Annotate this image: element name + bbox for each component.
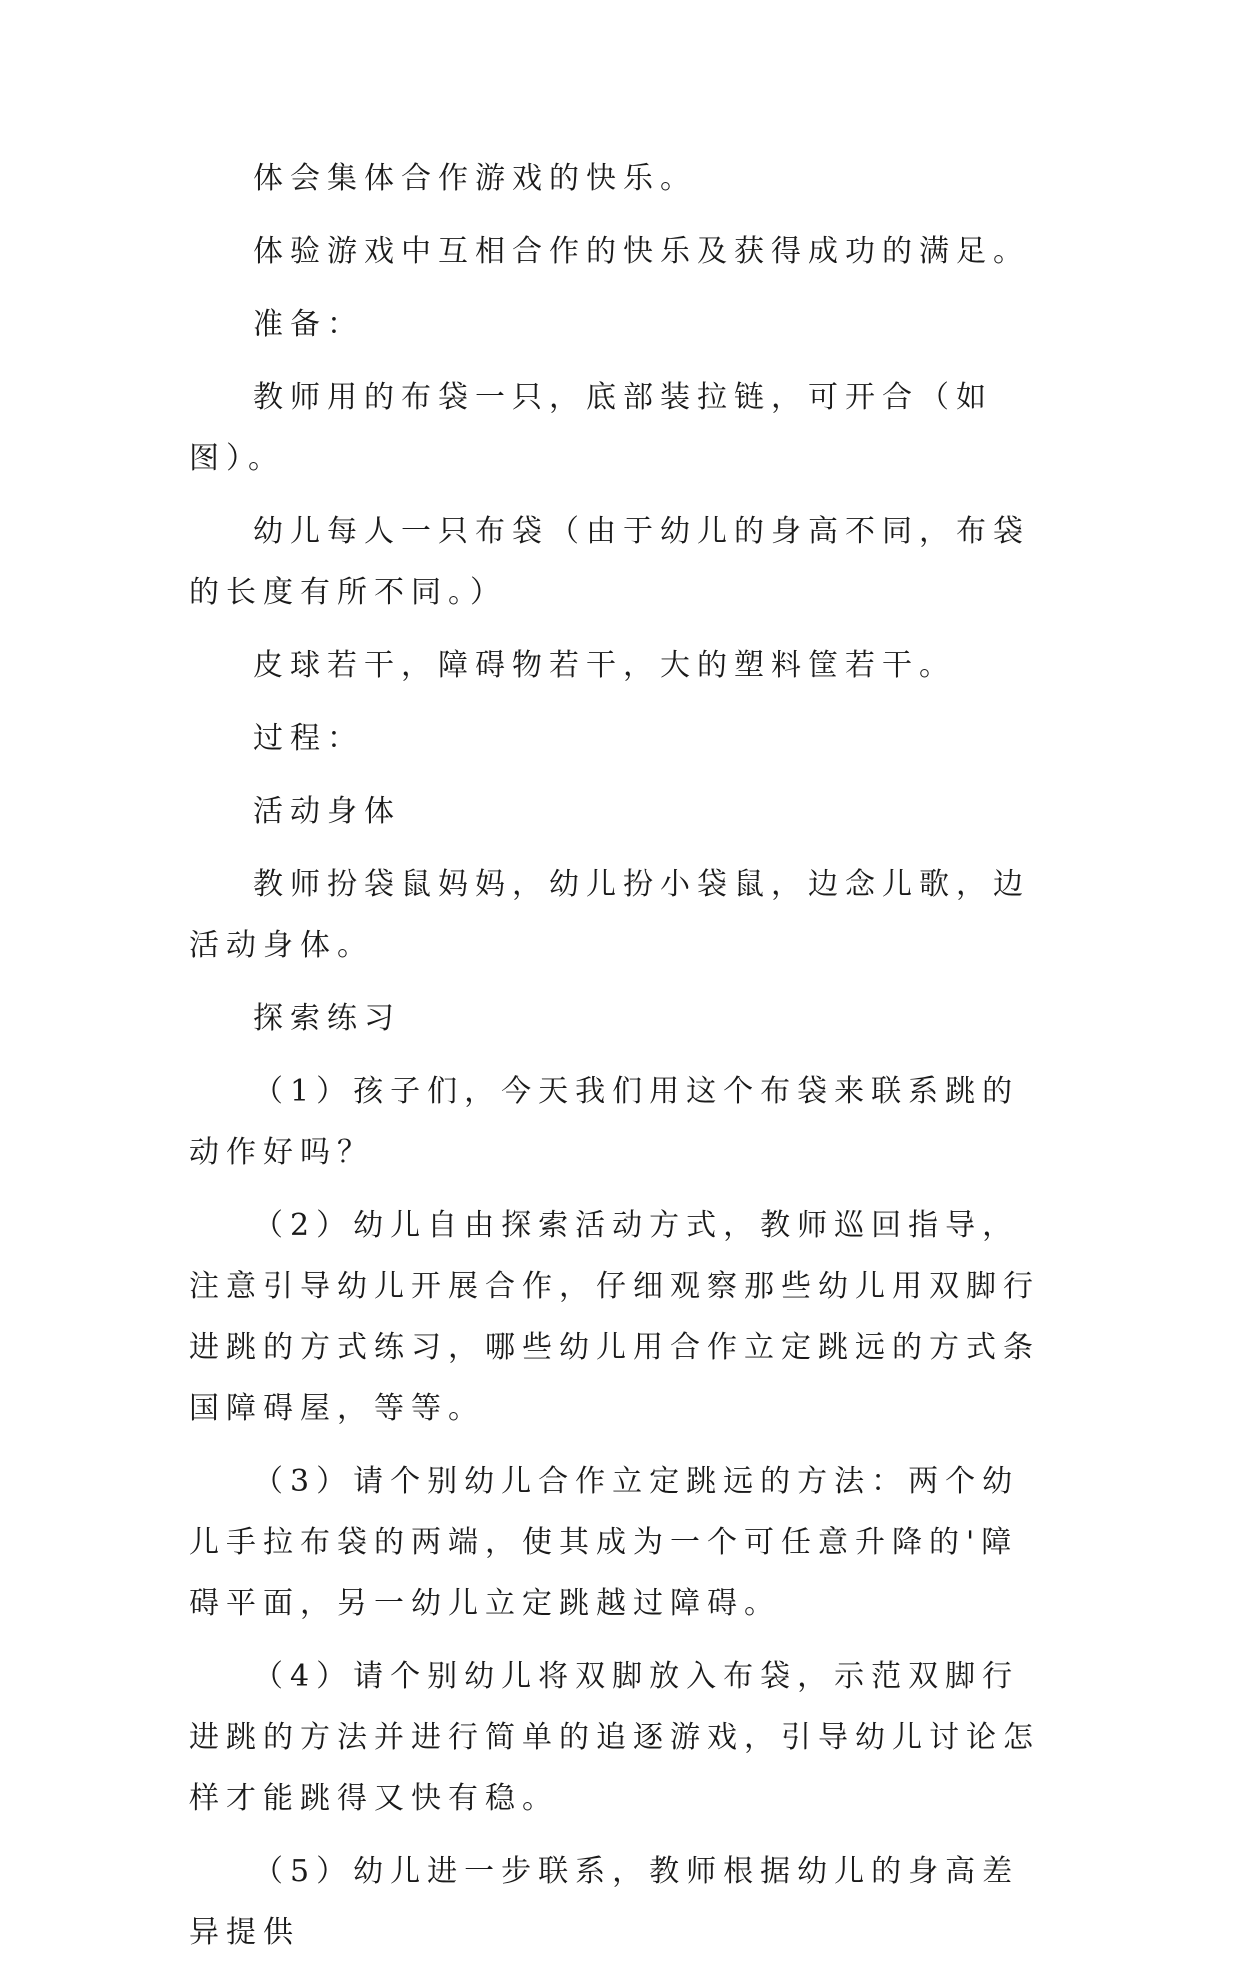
paragraph-materials: 皮球若干，障碍物若干，大的塑料筐若干。	[253, 648, 956, 683]
paragraph-teacher-bag: 教师用的布袋一只，底部装拉链，可开合（如图）。	[189, 380, 993, 476]
heading-preparation: 准备：	[253, 307, 364, 342]
list-item-5: （5）幼儿进一步联系，教师根据幼儿的身高差异提供	[189, 1854, 1020, 1950]
list-item-3: （3）请个别幼儿合作立定跳远的方法：两个幼儿手拉布袋的两端，使其成为一个可任意升降的'障碍平面，另一幼儿立定跳越过障碍。	[189, 1464, 1020, 1621]
paragraph-warmup: 教师扮袋鼠妈妈，幼儿扮小袋鼠，边念儿歌，边活动身体。	[189, 867, 1030, 963]
list-item-1: （1）孩子们，今天我们用这个布袋来联系跳的动作好吗？	[189, 1074, 1020, 1170]
paragraph-goal-2: 体验游戏中互相合作的快乐及获得成功的满足。	[253, 234, 1030, 269]
heading-process: 过程：	[253, 721, 364, 756]
paragraph-goal-1: 体会集体合作游戏的快乐。	[253, 161, 697, 196]
list-item-4: （4）请个别幼儿将双脚放入布袋，示范双脚行进跳的方法并进行简单的追逐游戏，引导幼儿讨论怎样才能跳得又快有稳。	[189, 1659, 1040, 1816]
document-page	[189, 148, 1051, 1975]
paragraph-child-bags: 幼儿每人一只布袋（由于幼儿的身高不同，布袋的长度有所不同。）	[189, 514, 1030, 610]
heading-warmup: 活动身体	[253, 794, 401, 829]
list-item-2: （2）幼儿自由探索活动方式，教师巡回指导，注意引导幼儿开展合作，仔细观察那些幼儿用双脚行进跳的方式练习，哪些幼儿用合作立定跳远的方式条国障碍屋，等等。	[189, 1208, 1040, 1426]
heading-exploration: 探索练习	[253, 1001, 401, 1036]
